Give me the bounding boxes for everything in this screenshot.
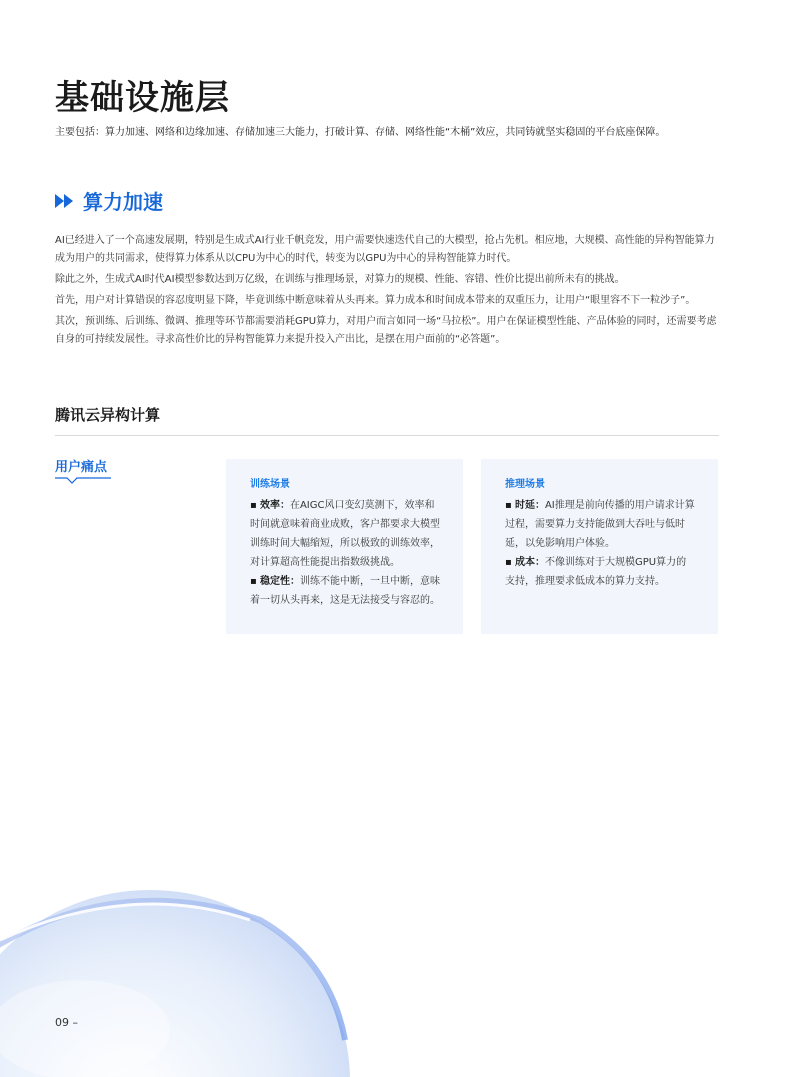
card-item: [505, 553, 696, 591]
bullet-icon: ▪: [250, 576, 257, 587]
card-item: [250, 496, 441, 572]
card-title: 训练场景: [250, 479, 290, 490]
page-number: 09 –: [55, 1016, 78, 1029]
item-text: 训练不能中断，一旦中断，意味着一切从头再来，这是无法接受与容忍的。: [250, 576, 440, 606]
item-term: 时延：: [514, 500, 545, 511]
paragraph: AI已经进入了一个高速发展期，特别是生成式AI行业千帆竞发，用户需要快速迭代自己的大模型，抢占先机。相应地，大规模、高性能的异构智能算力成为用户的共同需求，使得算力体系从以CPU为中心的时代，转变为以GPU为中心的异构智能算力时代。: [55, 235, 715, 264]
section-body: [55, 232, 719, 352]
page-title: 基础设施层: [55, 78, 230, 118]
bullet-icon: ▪: [250, 500, 257, 511]
card-title: 推理场景: [505, 479, 545, 490]
card-item: [250, 572, 441, 610]
item-text: AI推理是前向传播的用户请求计算过程，需要算力支持能做到大吞吐与低时延，以免影响用户体验。: [505, 500, 695, 549]
paragraph: 首先，用户对计算错误的容忍度明显下降，毕竟训练中断意味着从头再来。算力成本和时间成本带来的双重压力，让用户“眼里容不下一粒沙子”。: [55, 295, 696, 306]
section-heading: [55, 186, 163, 215]
bullet-icon: ▪: [505, 500, 512, 511]
underline-decoration: [55, 477, 111, 485]
double-arrow-icon: [55, 193, 75, 209]
paragraph: 其次，预训练、后训练、微调、推理等环节都需要消耗GPU算力，对用户而言如同一场“马拉松”。用户在保证模型性能、产品体验的同时，还需要考虑自身的可持续发展性。寻求高性价比的异构智能算力来提升投入产出比，是摆在用户面前的“必答题”。: [55, 316, 717, 345]
inference-scenario-card: [481, 459, 718, 634]
item-term: 稳定性：: [259, 576, 300, 587]
paragraph: 除此之外，生成式AI时代AI模型参数达到万亿级，在训练与推理场景，对算力的规模、性能、容错、性价比提出前所未有的挑战。: [55, 274, 625, 285]
item-term: 成本：: [514, 557, 545, 568]
item-term: 效率：: [259, 500, 290, 511]
subsection-title: 腾讯云异构计算: [55, 404, 719, 436]
pain-points-label: 用户痛点: [55, 460, 108, 475]
intro-text: 主要包括：算力加速、网络和边缘加速、存储加速三大能力，打破计算、存储、网络性能“木桶”效应，共同铸就坚实稳固的平台底座保障。: [55, 127, 666, 138]
section-title: 算力加速: [83, 190, 163, 214]
decorative-glass-sphere: [0, 880, 360, 1077]
bullet-icon: ▪: [505, 557, 512, 568]
card-item: [505, 496, 696, 553]
item-text: 在AIGC风口变幻莫测下，效率和时间就意味着商业成败，客户都要求大模型训练时间大幅缩短，所以极致的训练效率，对计算超高性能提出指数级挑战。: [250, 500, 440, 568]
training-scenario-card: [226, 459, 463, 634]
item-text: 不像训练对于大规模GPU算力的支持，推理要求低成本的算力支持。: [505, 557, 687, 587]
